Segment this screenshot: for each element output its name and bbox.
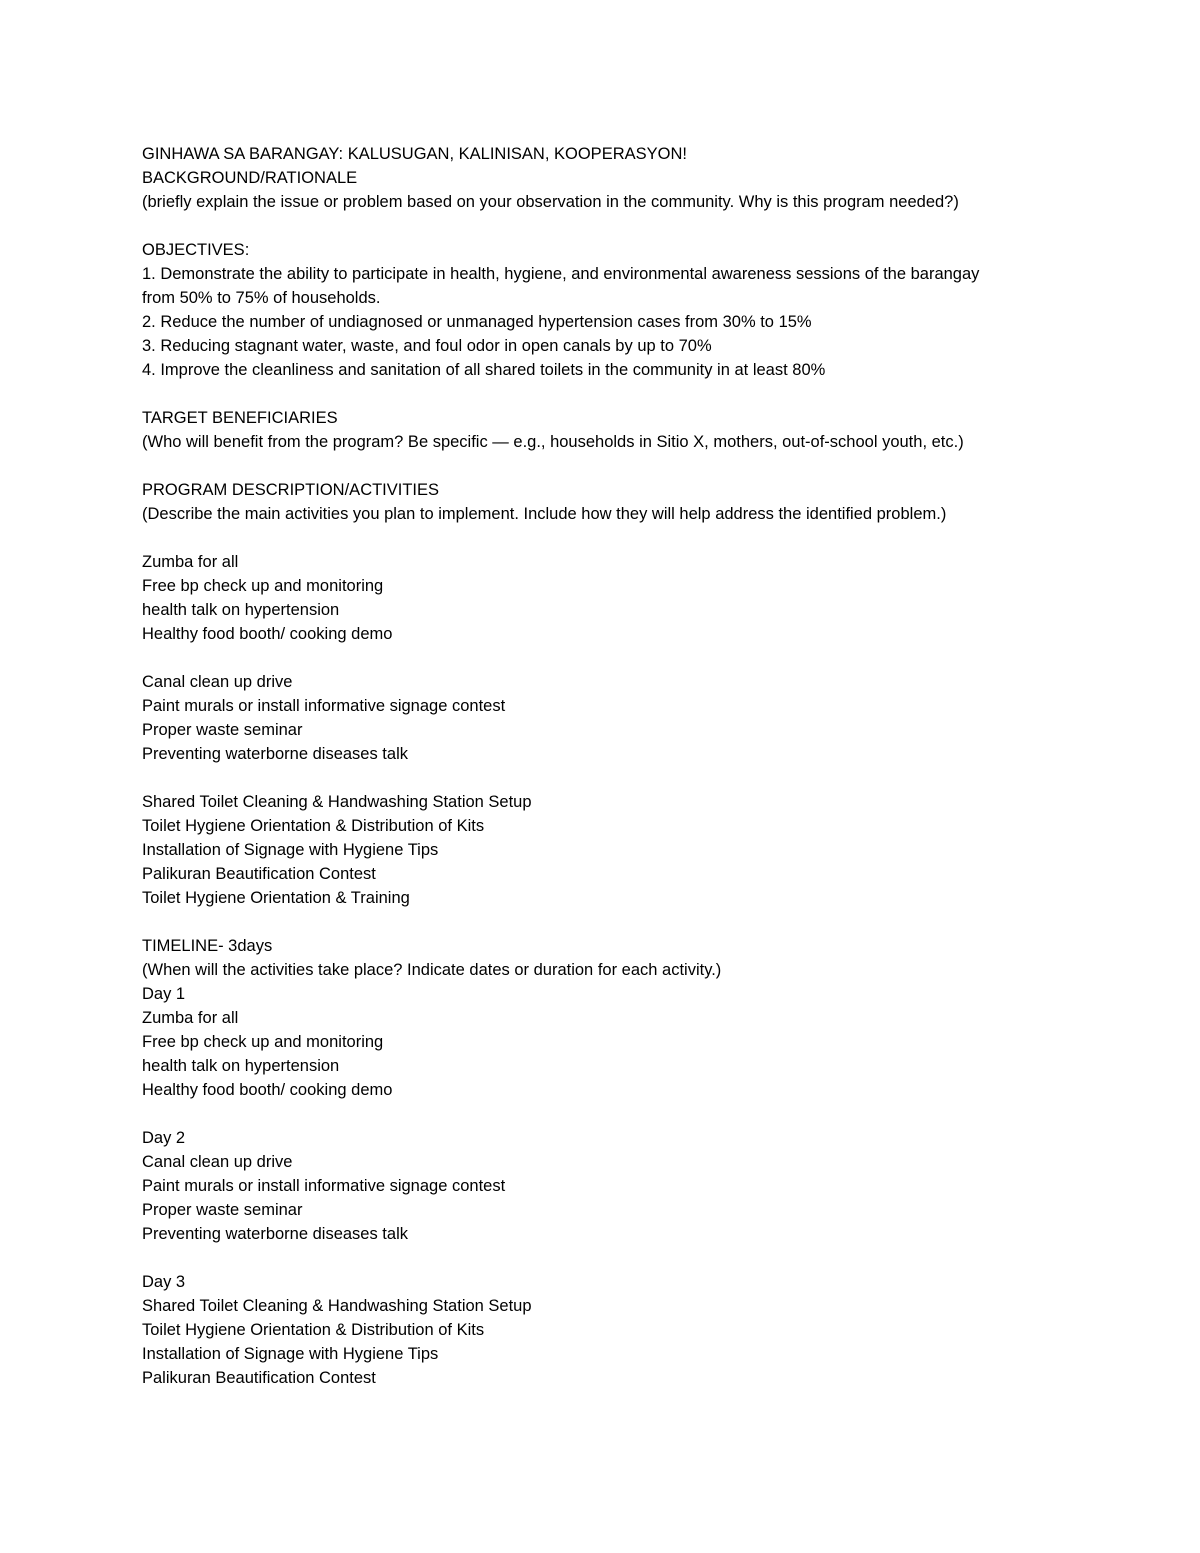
- spacer: [142, 382, 1082, 406]
- objective-item: 1. Demonstrate the ability to participate in health, hygiene, and environmental awareness sessions of the barangay: [142, 265, 980, 283]
- background-prompt: (briefly explain the issue or problem based on your observation in the community. Why is this program needed?): [142, 193, 959, 211]
- timeline-item: Canal clean up drive: [142, 1153, 293, 1171]
- spacer: [142, 214, 1082, 238]
- activity-item: Toilet Hygiene Orientation & Distribution of Kits: [142, 817, 485, 835]
- spacer: [142, 454, 1082, 478]
- timeline-item: Proper waste seminar: [142, 1201, 303, 1219]
- day-label: Day 3: [142, 1273, 186, 1291]
- timeline-prompt: (When will the activities take place? Indicate dates or duration for each activity.): [142, 961, 722, 979]
- program-prompt: (Describe the main activities you plan to implement. Include how they will help address the identified problem.): [142, 505, 947, 523]
- timeline-item: Paint murals or install informative signage contest: [142, 1177, 506, 1195]
- activity-item: Canal clean up drive: [142, 673, 293, 691]
- activity-item: Installation of Signage with Hygiene Tips: [142, 841, 439, 859]
- activity-item: Healthy food booth/ cooking demo: [142, 625, 393, 643]
- document-title: GINHAWA SA BARANGAY: KALUSUGAN, KALINISAN, KOOPERASYON!: [142, 145, 687, 163]
- activity-item: Proper waste seminar: [142, 721, 303, 739]
- timeline-item: Zumba for all: [142, 1009, 239, 1027]
- timeline-item: Healthy food booth/ cooking demo: [142, 1081, 393, 1099]
- document-body: [142, 142, 1082, 1390]
- objective-item: 4. Improve the cleanliness and sanitation of all shared toilets in the community in at least 80%: [142, 361, 826, 379]
- timeline-item: Palikuran Beautification Contest: [142, 1369, 376, 1387]
- activity-item: Paint murals or install informative signage contest: [142, 697, 506, 715]
- timeline-heading: TIMELINE- 3days: [142, 937, 273, 955]
- objectives-heading: OBJECTIVES:: [142, 241, 250, 259]
- activity-item: Preventing waterborne diseases talk: [142, 745, 408, 763]
- background-heading: BACKGROUND/RATIONALE: [142, 169, 358, 187]
- spacer: [142, 910, 1082, 934]
- timeline-item: Installation of Signage with Hygiene Tips: [142, 1345, 439, 1363]
- timeline-item: Toilet Hygiene Orientation & Distribution of Kits: [142, 1321, 485, 1339]
- activity-item: Shared Toilet Cleaning & Handwashing Station Setup: [142, 793, 532, 811]
- timeline-item: Free bp check up and monitoring: [142, 1033, 384, 1051]
- timeline-item: health talk on hypertension: [142, 1057, 340, 1075]
- timeline-item: Shared Toilet Cleaning & Handwashing Station Setup: [142, 1297, 532, 1315]
- day-label: Day 1: [142, 985, 186, 1003]
- program-heading: PROGRAM DESCRIPTION/ACTIVITIES: [142, 481, 440, 499]
- objective-item: 2. Reduce the number of undiagnosed or unmanaged hypertension cases from 30% to 15%: [142, 313, 812, 331]
- spacer: [142, 646, 1082, 670]
- objective-item: from 50% to 75% of households.: [142, 289, 381, 307]
- beneficiaries-heading: TARGET BENEFICIARIES: [142, 409, 338, 427]
- spacer: [142, 526, 1082, 550]
- beneficiaries-prompt: (Who will benefit from the program? Be specific — e.g., households in Sitio X, mothers, out-of-school youth, etc.): [142, 433, 964, 451]
- activity-item: Toilet Hygiene Orientation & Training: [142, 889, 410, 907]
- activity-item: health talk on hypertension: [142, 601, 340, 619]
- day-label: Day 2: [142, 1129, 186, 1147]
- activity-item: Zumba for all: [142, 553, 239, 571]
- timeline-item: Preventing waterborne diseases talk: [142, 1225, 408, 1243]
- activity-item: Palikuran Beautification Contest: [142, 865, 376, 883]
- objective-item: 3. Reducing stagnant water, waste, and foul odor in open canals by up to 70%: [142, 337, 712, 355]
- spacer: [142, 1246, 1082, 1270]
- spacer: [142, 1102, 1082, 1126]
- activity-item: Free bp check up and monitoring: [142, 577, 384, 595]
- spacer: [142, 766, 1082, 790]
